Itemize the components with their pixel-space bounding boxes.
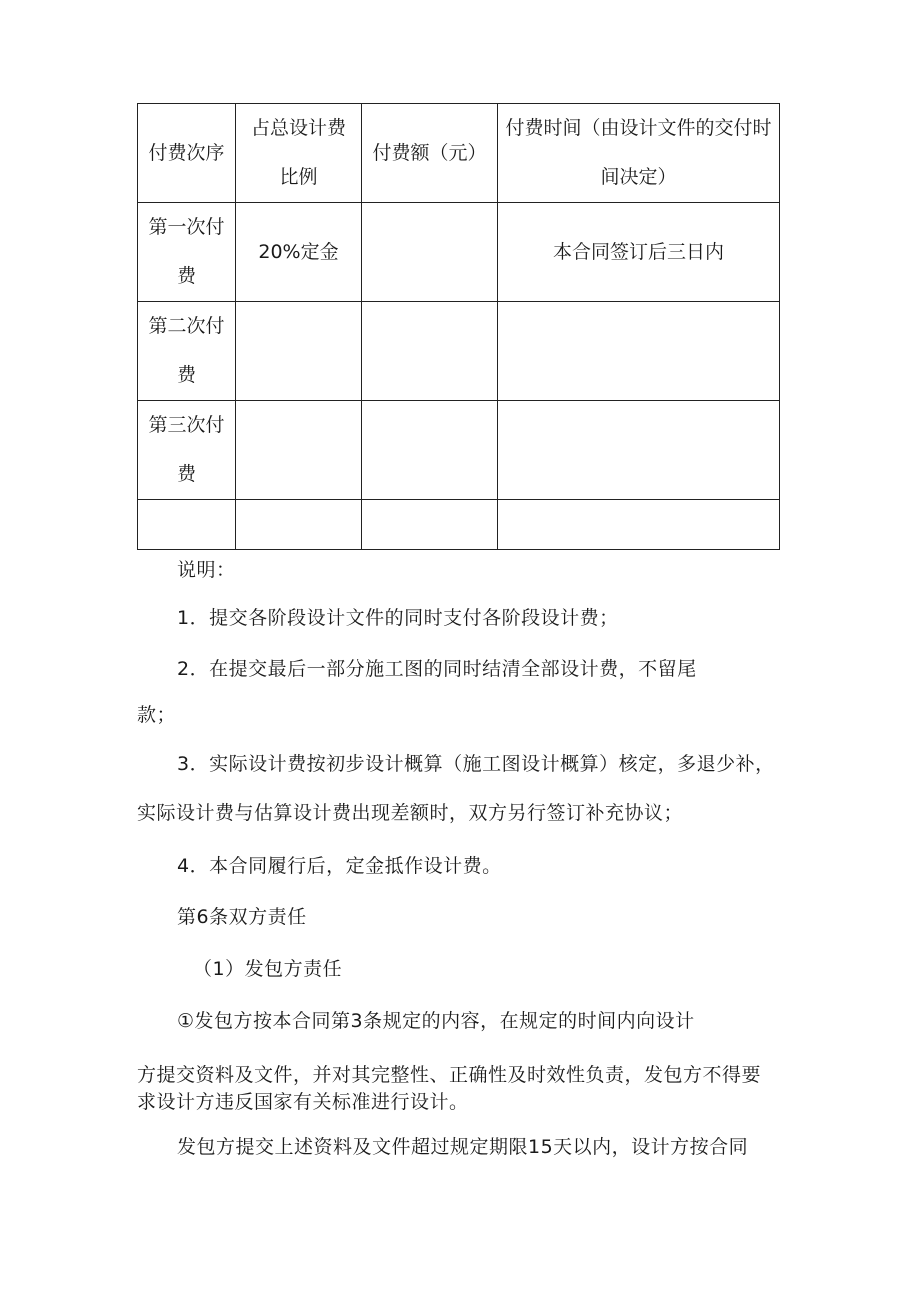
note-item-3-line-2: 实际设计费与估算设计费出现差额时，双方另行签订补充协议； bbox=[137, 802, 684, 824]
table-row bbox=[138, 401, 780, 500]
table-cell: 第三次付费 bbox=[138, 401, 236, 500]
table-cell: 第二次付费 bbox=[138, 302, 236, 401]
paragraph-2-line-1: 发包方提交上述资料及文件超过规定期限15天以内，设计方按合同 bbox=[177, 1136, 749, 1158]
table-cell bbox=[362, 203, 498, 302]
paragraph-1-line-3: 求设计方违反国家有关标准进行设计。 bbox=[137, 1091, 469, 1113]
header-cell-order: 付费次序 bbox=[138, 104, 236, 203]
table-cell bbox=[498, 302, 780, 401]
table-header-row bbox=[138, 104, 780, 203]
table-cell: 第一次付费 bbox=[138, 203, 236, 302]
paragraph-1-line-2: 方提交资料及文件，并对其完整性、正确性及时效性负责，发包方不得要 bbox=[137, 1064, 762, 1086]
table-cell bbox=[498, 401, 780, 500]
table-cell bbox=[138, 500, 236, 550]
payment-schedule-table bbox=[137, 103, 780, 550]
note-item-4: 4．本合同履行后，定金抵作设计费。 bbox=[177, 855, 502, 877]
header-cell-amount: 付费额（元） bbox=[362, 104, 498, 203]
table-cell bbox=[236, 500, 362, 550]
sub-heading-employer-duties: （1）发包方责任 bbox=[193, 958, 343, 980]
note-title: 说明： bbox=[177, 559, 236, 581]
table-cell bbox=[498, 500, 780, 550]
table-cell bbox=[362, 401, 498, 500]
table-row bbox=[138, 500, 780, 550]
table-row bbox=[138, 203, 780, 302]
table-cell: 20%定金 bbox=[236, 203, 362, 302]
table-cell bbox=[362, 302, 498, 401]
table-cell bbox=[236, 302, 362, 401]
note-item-2-line-2: 款； bbox=[137, 704, 177, 726]
article-6-heading: 第6条双方责任 bbox=[177, 906, 307, 928]
table-cell: 本合同签订后三日内 bbox=[498, 203, 780, 302]
note-item-1: 1．提交各阶段设计文件的同时支付各阶段设计费； bbox=[177, 607, 619, 629]
note-item-2-line-1: 2．在提交最后一部分施工图的同时结清全部设计费，不留尾 bbox=[177, 658, 697, 680]
header-cell-ratio: 占总设计费比例 bbox=[236, 104, 362, 203]
paragraph-1-line-1: ①发包方按本合同第3条规定的内容，在规定的时间内向设计 bbox=[177, 1010, 695, 1032]
note-item-3-line-1: 3．实际设计费按初步设计概算（施工图设计概算）核定，多退少补， bbox=[177, 753, 775, 775]
table-cell bbox=[362, 500, 498, 550]
header-cell-time: 付费时间（由设计文件的交付时间决定） bbox=[498, 104, 780, 203]
table-cell bbox=[236, 401, 362, 500]
table-row bbox=[138, 302, 780, 401]
